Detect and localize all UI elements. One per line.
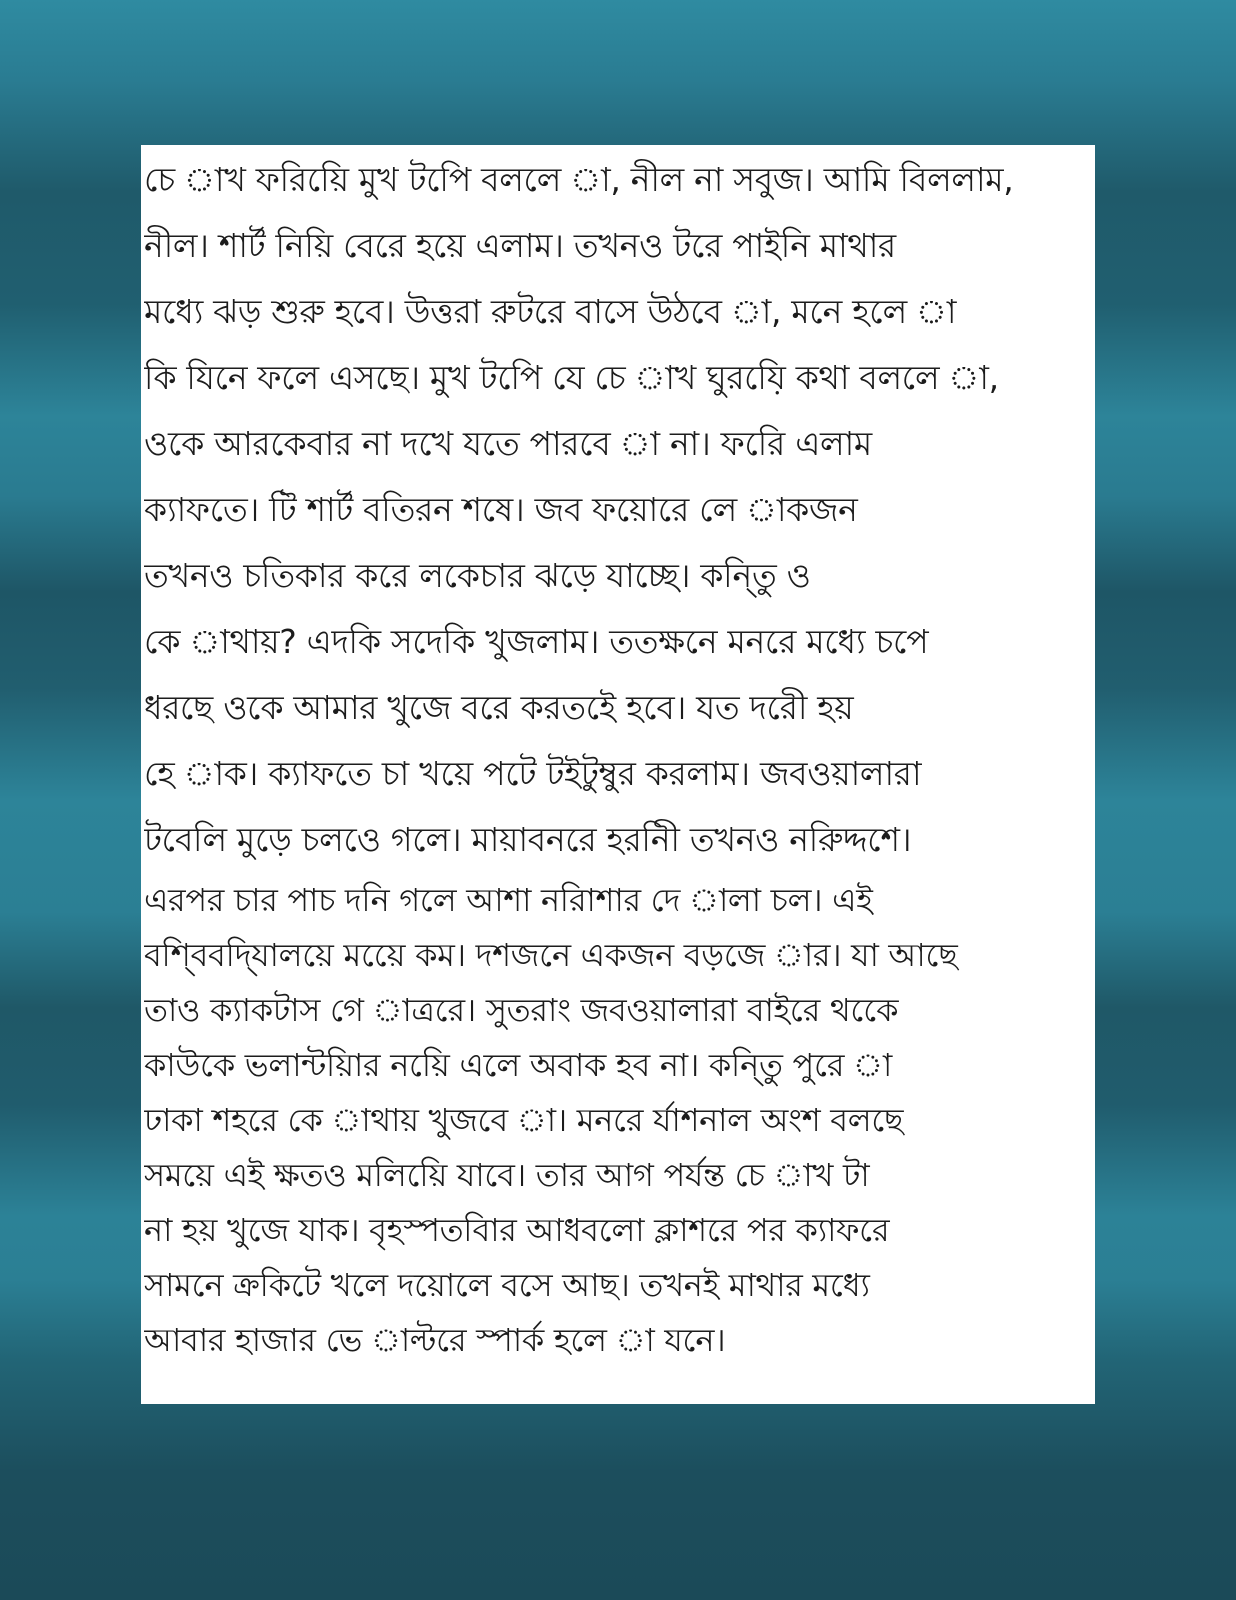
text-line: আবার হাজার ভে াল্টরে স্পার্ক হলে া যনে। <box>144 1321 726 1359</box>
text-line: মধ্যে ঝড় শুরু হবে। উত্তরা রুটরে বাসে উঠবে া, মনে হলে া <box>144 292 957 331</box>
text-line: সামনে ক্রকিটে খলে দয়োলে বসে আছ। তখনই মাথার মধ্যে <box>144 1266 870 1304</box>
text-line: তাও ক্যাকটাস গে াত্ররে। সুতরাং জবওয়ালারা বাইরে থকেে <box>144 991 899 1029</box>
text-line: চে াখ ফরিয়িে মুখ টপিে বললে া, নীল না সবুজ। আমি বিললাম, <box>144 160 1014 199</box>
text-line: কে াথায়? এদকি সদেকি খুজলাম। ততক্ষনে মনরে মধ্যে চপে <box>144 622 929 661</box>
text-line: টবেলি মুড়ে চলওে গলে। মায়াবনরে হরনিী তখনও নরিুদ্দশে। <box>144 820 912 859</box>
text-line: নীল। শার্ট নিয়ি বেরে হয়ে এলাম। তখনও টরে পাইনি মাথার <box>144 226 896 265</box>
text-line: ক্যাফতে। টি শার্ট বতিরন শষে। জব ফয়োরে লে াকজন <box>144 490 858 529</box>
document-page <box>141 145 1095 1404</box>
text-line: বশি্ববদি্যালয়ে ময়েে কম। দশজনে একজন বড়জে ার। যা আছে <box>144 936 958 974</box>
text-line: ওকে আরকেবার না দখে যতে পারবে া না। ফরিে এলাম <box>144 424 872 463</box>
text-line: কাউকে ভলান্টয়িার নয়িে এলে অবাক হব না। কনি্তু পুরে া <box>144 1046 892 1084</box>
text-line: ধরছে ওকে আমার খুজে বরে করতইে হবে। যত দরেী হয় <box>144 688 854 727</box>
text-line: সময়ে এই ক্ষতও মলিয়িে যাবে। তার আগ পর্যন্ত চে াখ টা <box>144 1156 870 1194</box>
text-line: হে াক। ক্যাফতে চা খয়ে পটে টইটুম্বুর করলাম। জবওয়ালারা <box>144 754 922 793</box>
paragraph-1 <box>144 147 1095 873</box>
text-line: তখনও চতিকার করে লকেচার ঝড়ে যাচ্ছে। কনি্তু ও <box>144 556 811 595</box>
paragraph-2 <box>144 873 1095 1368</box>
text-line: না হয় খুজে যাক। বৃহস্পতবিার আধবলো ক্লাশরে পর ক্যাফরে <box>144 1211 890 1249</box>
text-line: কি যিনে ফলে এসছে। মুখ টপিে যে চে াখ ঘুরযি়ে কথা বললে া, <box>144 358 999 397</box>
text-line: এরপর চার পাচ দনি গলে আশা নরিাশার দে ালা চল। এই <box>144 881 873 919</box>
text-line: ঢাকা শহরে কে াথায় খুজবে া। মনরে র্যাশনাল অংশ বলছে <box>144 1101 904 1139</box>
